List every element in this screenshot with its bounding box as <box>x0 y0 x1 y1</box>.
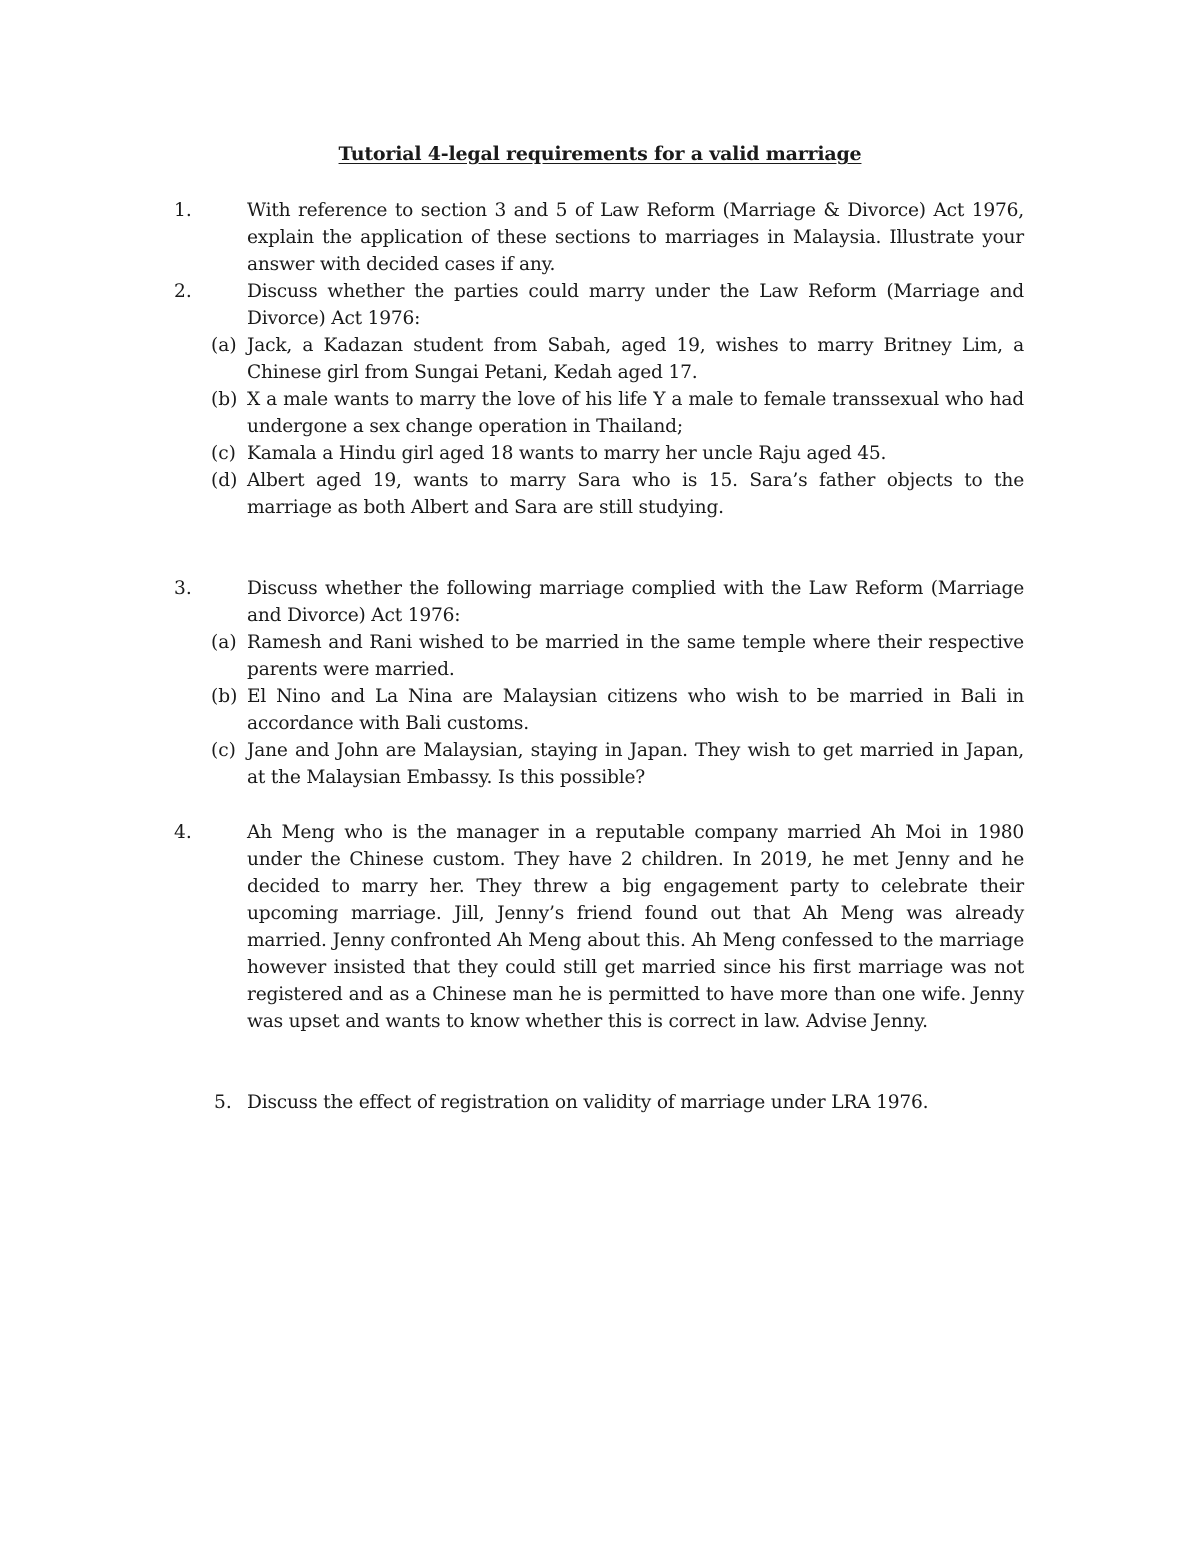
sub-question-text: Ramesh and Rani wished to be married in the same temple where their respective parents were married. <box>247 632 1024 680</box>
question-number: 1. <box>174 200 192 221</box>
sub-question-letter: (b) <box>211 389 238 410</box>
question-1 <box>174 197 1024 278</box>
sub-question-text: Jane and John are Malaysian, staying in Japan. They wish to get married in Japan, at the Malaysian Embassy. Is this possible? <box>247 740 1024 788</box>
sub-question-c <box>211 440 1024 467</box>
question-text: Discuss whether the following marriage complied with the Law Reform (Marriage and Divorce) Act 1976: <box>247 578 1024 626</box>
question-text: Discuss the effect of registration on validity of marriage under LRA 1976. <box>247 1092 929 1113</box>
question-4 <box>174 819 1024 1035</box>
question-2 <box>174 278 1024 521</box>
question-text: Ah Meng who is the manager in a reputable company married Ah Moi in 1980 under the Chinese custom. They have 2 children. In 2019, he met Jenny and he decided to marry her. They threw a big engagement party to celebrate their upcoming marriage. Jill, Jenny’s friend found out that Ah Meng was already married. Jenny confronted Ah Meng about this. Ah Meng confessed to the marriage however insisted that they could still get married since his first marriage was not registered and as a Chinese man he is permitted to have more than one wife. Jenny was upset and wants to know whether this is correct in law. Advise Jenny. <box>247 822 1024 1032</box>
sub-question-a <box>211 332 1024 386</box>
question-number: 3. <box>174 578 192 599</box>
sub-question-text: X a male wants to marry the love of his life Y a male to female transsexual who had undergone a sex change operation in Thailand; <box>247 389 1024 437</box>
question-text: With reference to section 3 and 5 of Law Reform (Marriage & Divorce) Act 1976, explain the application of these sections to marriages in Malaysia. Illustrate your answer with decided cases if any. <box>247 200 1024 275</box>
sub-question-text: Kamala a Hindu girl aged 18 wants to marry her uncle Raju aged 45. <box>247 443 887 464</box>
sub-question-b <box>211 386 1024 440</box>
sub-question-letter: (b) <box>211 686 238 707</box>
question-number: 2. <box>174 281 192 302</box>
question-number: 5. <box>214 1092 232 1113</box>
question-3 <box>174 575 1024 791</box>
sub-question-text: El Nino and La Nina are Malaysian citizens who wish to be married in Bali in accordance with Bali customs. <box>247 686 1024 734</box>
sub-question-text: Albert aged 19, wants to marry Sara who is 15. Sara’s father objects to the marriage as both Albert and Sara are still studying. <box>247 470 1024 518</box>
page-title: Tutorial 4-legal requirements for a valid marriage <box>338 143 862 165</box>
sub-question-letter: (c) <box>211 740 236 761</box>
sub-question-a <box>211 629 1024 683</box>
sub-question-d <box>211 467 1024 521</box>
question-number: 4. <box>174 822 192 843</box>
sub-question-c <box>211 737 1024 791</box>
question-text: Discuss whether the parties could marry under the Law Reform (Marriage and Divorce) Act 1976: <box>247 281 1024 329</box>
sub-question-letter: (c) <box>211 443 236 464</box>
sub-question-text: Jack, a Kadazan student from Sabah, aged 19, wishes to marry Britney Lim, a Chinese girl from Sungai Petani, Kedah aged 17. <box>247 335 1024 383</box>
sub-question-letter: (a) <box>211 632 237 653</box>
sub-question-b <box>211 683 1024 737</box>
sub-question-letter: (a) <box>211 335 237 356</box>
sub-question-letter: (d) <box>211 470 238 491</box>
question-5 <box>174 1089 1024 1116</box>
